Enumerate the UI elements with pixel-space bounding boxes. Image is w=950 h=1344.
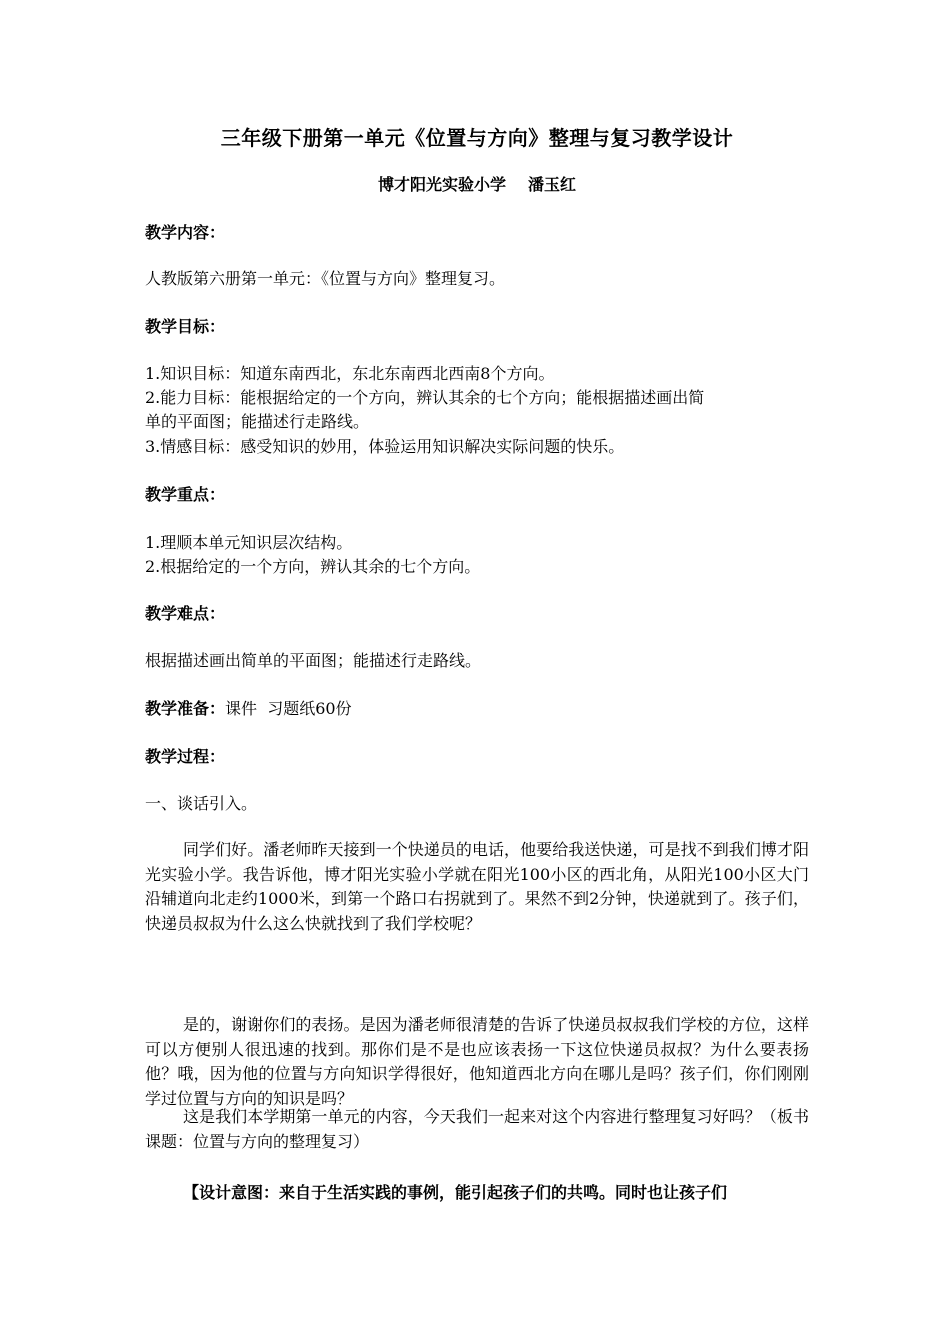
key-point-1: 1.理顺本单元知识层次结构。 — [145, 533, 353, 552]
goal-item-1: 1.知识目标：知道东南西北，东北东南西北西南8个方向。 — [145, 364, 555, 383]
goals-heading: 教学目标： — [145, 317, 226, 336]
school-name: 博才阳光实验小学 — [377, 175, 506, 194]
difficulties-text: 根据描述画出简单的平面图；能描述行走路线。 — [145, 651, 482, 670]
preparation-line — [145, 697, 352, 721]
author-line — [145, 174, 809, 196]
difficulties-heading: 教学难点： — [145, 604, 226, 623]
process-heading: 教学过程： — [145, 747, 226, 766]
teacher-name: 潘玉红 — [528, 175, 577, 194]
document-title: 三年级下册第一单元《位置与方向》整理与复习教学设计 — [220, 126, 734, 150]
preparation-text: 课件 习题纸60份 — [225, 699, 352, 718]
content-text: 人教版第六册第一单元：《位置与方向》整理复习。 — [145, 269, 506, 288]
goal-item-3: 3.情感目标：感受知识的妙用，体验运用知识解决实际问题的快乐。 — [145, 437, 625, 456]
process-paragraph-3: 这是我们本学期第一单元的内容，今天我们一起来对这个内容进行整理复习好吗？（板书课题：位置与方向的整理复习） — [145, 1107, 809, 1151]
preparation-heading: 教学准备： — [145, 699, 226, 718]
goal-item-2-line-1: 2.能力目标：能根据给定的一个方向，辨认其余的七个方向；能根据描述画出简 — [145, 388, 705, 407]
design-intent: 【设计意图：来自于生活实践的事例，能引起孩子们的共鸣。同时也让孩子们 — [183, 1183, 728, 1202]
key-points-heading: 教学重点： — [145, 485, 226, 504]
content-heading: 教学内容： — [145, 223, 226, 242]
process-paragraph-1: 同学们好。潘老师昨天接到一个快递员的电话，他要给我送快递，可是找不到我们博才阳光实验小学。我告诉他，博才阳光实验小学就在阳光100小区的西北角，从阳光100小区大门沿辅道向北走约1000米，到第一个路口右拐就到了。果然不到2分钟，快递就到了。孩子们，快递员叔叔为什么这么快就找到了我们学校呢？ — [145, 840, 809, 933]
key-point-2: 2.根据给定的一个方向，辨认其余的七个方向。 — [145, 557, 481, 576]
process-paragraph-2: 是的，谢谢你们的表扬。是因为潘老师很清楚的告诉了快递员叔叔我们学校的方位，这样可以方便别人很迅速的找到。那你们是不是也应该表扬一下这位快递员叔叔？为什么要表扬他？哦，因为他的位置与方向知识学得很好，他知道西北方向在哪儿是吗？孩子们，你们刚刚学过位置与方向的知识是吗？ — [145, 1015, 809, 1108]
goal-item-2-line-2: 单的平面图；能描述行走路线。 — [145, 412, 370, 431]
section-1-title: 一、谈话引入。 — [145, 794, 258, 813]
